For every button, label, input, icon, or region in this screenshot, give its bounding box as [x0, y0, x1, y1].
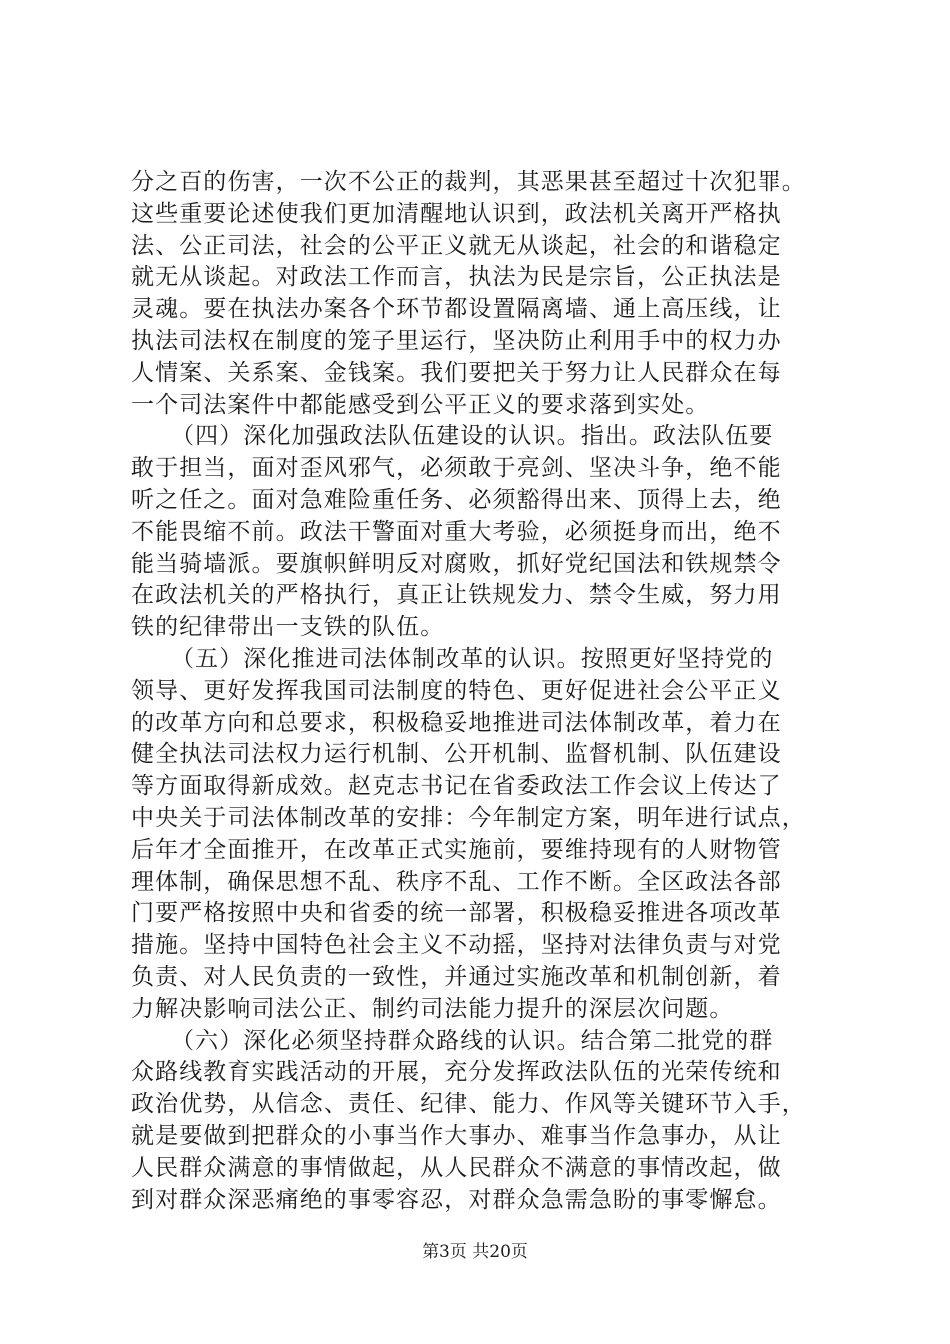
- text-line: 中央关于司法体制改革的安排：今年制定方案，明年进行试点，: [131, 804, 806, 831]
- text-line: 力解决影响司法公正、制约司法能力提升的深层次问题。: [131, 995, 734, 1022]
- text-line: 措施。坚持中国特色社会主义不动摇，坚持对法律负责与对党: [131, 932, 782, 959]
- page-footer: 第3页 共20页: [422, 1242, 528, 1262]
- paragraph: [131, 421, 831, 644]
- text-line: 听之任之。面对急难险重任务、必须豁得出来、顶得上去，绝: [131, 486, 782, 513]
- paragraph: [131, 644, 831, 1026]
- text-line: 在政法机关的严格执行，真正让铁规发力、禁令生威，努力用: [131, 582, 782, 609]
- text-line: 众路线教育实践活动的开展，充分发挥政法队伍的光荣传统和: [131, 1059, 782, 1086]
- text-line: 铁的纪律带出一支铁的队伍。: [131, 614, 445, 641]
- text-line: 门要严格按照中央和省委的统一部署，积极稳妥推进各项改革: [131, 900, 782, 927]
- text-line: 灵魂。要在执法办案各个环节都设置隔离墙、通上高压线，让: [131, 296, 782, 323]
- text-line: 执法司法权在制度的笼子里运行，坚决防止利用手中的权力办: [131, 327, 782, 354]
- document-body: [131, 167, 831, 1216]
- text-line: 一个司法案件中都能感受到公平正义的要求落到实处。: [131, 391, 710, 418]
- text-line: 到对群众深恶痛绝的事零容忍，对群众急需急盼的事零懈怠。: [131, 1186, 782, 1213]
- text-line: （六）深化必须坚持群众路线的认识。结合第二批党的群: [171, 1027, 774, 1054]
- paragraph: [131, 1026, 831, 1217]
- text-line: 的改革方向和总要求，积极稳妥地推进司法体制改革，着力在: [131, 709, 782, 736]
- text-line: 不能畏缩不前。政法干警面对重大考验，必须挺身而出，绝不: [131, 518, 782, 545]
- text-line: 后年才全面推开，在改革正式实施前，要维持现有的人财物管: [131, 836, 782, 863]
- text-line: 这些重要论述使我们更加清醒地认识到，政法机关离开严格执: [131, 200, 782, 227]
- text-line: 理体制，确保思想不乱、秩序不乱、工作不断。全区政法各部: [131, 868, 782, 895]
- text-line: 等方面取得新成效。赵克志书记在省委政法工作会议上传达了: [131, 773, 782, 800]
- text-line: 敢于担当，面对歪风邪气，必须敢于亮剑、坚决斗争，绝不能: [131, 455, 782, 482]
- text-line: 就是要做到把群众的小事当作大事办、难事当作急事办，从让: [131, 1122, 782, 1149]
- text-line: 人情案、关系案、金钱案。我们要把关于努力让人民群众在每: [131, 359, 782, 386]
- text-line: （四）深化加强政法队伍建设的认识。指出。政法队伍要: [171, 423, 774, 450]
- text-line: 分之百的伤害，一次不公正的裁判，其恶果甚至超过十次犯罪。: [131, 169, 806, 195]
- text-line: 法、公正司法，社会的公平正义就无从谈起，社会的和谐稳定: [131, 232, 782, 259]
- text-line: 人民群众满意的事情做起，从人民群众不满意的事情改起，做: [131, 1154, 782, 1181]
- text-line: 负责、对人民负责的一致性，并通过实施改革和机制创新，着: [131, 963, 782, 990]
- text-line: （五）深化推进司法体制改革的认识。按照更好坚持党的: [171, 645, 774, 672]
- text-line: 就无从谈起。对政法工作而言，执法为民是宗旨，公正执法是: [131, 264, 782, 291]
- text-line: 政治优势，从信念、责任、纪律、能力、作风等关键环节入手，: [131, 1091, 806, 1118]
- text-line: 健全执法司法权力运行机制、公开机制、监督机制、队伍建设: [131, 741, 782, 768]
- paragraph: [131, 167, 831, 421]
- text-line: 能当骑墙派。要旗帜鲜明反对腐败，抓好党纪国法和铁规禁令: [131, 550, 782, 577]
- text-line: 领导、更好发挥我国司法制度的特色、更好促进社会公平正义: [131, 677, 782, 704]
